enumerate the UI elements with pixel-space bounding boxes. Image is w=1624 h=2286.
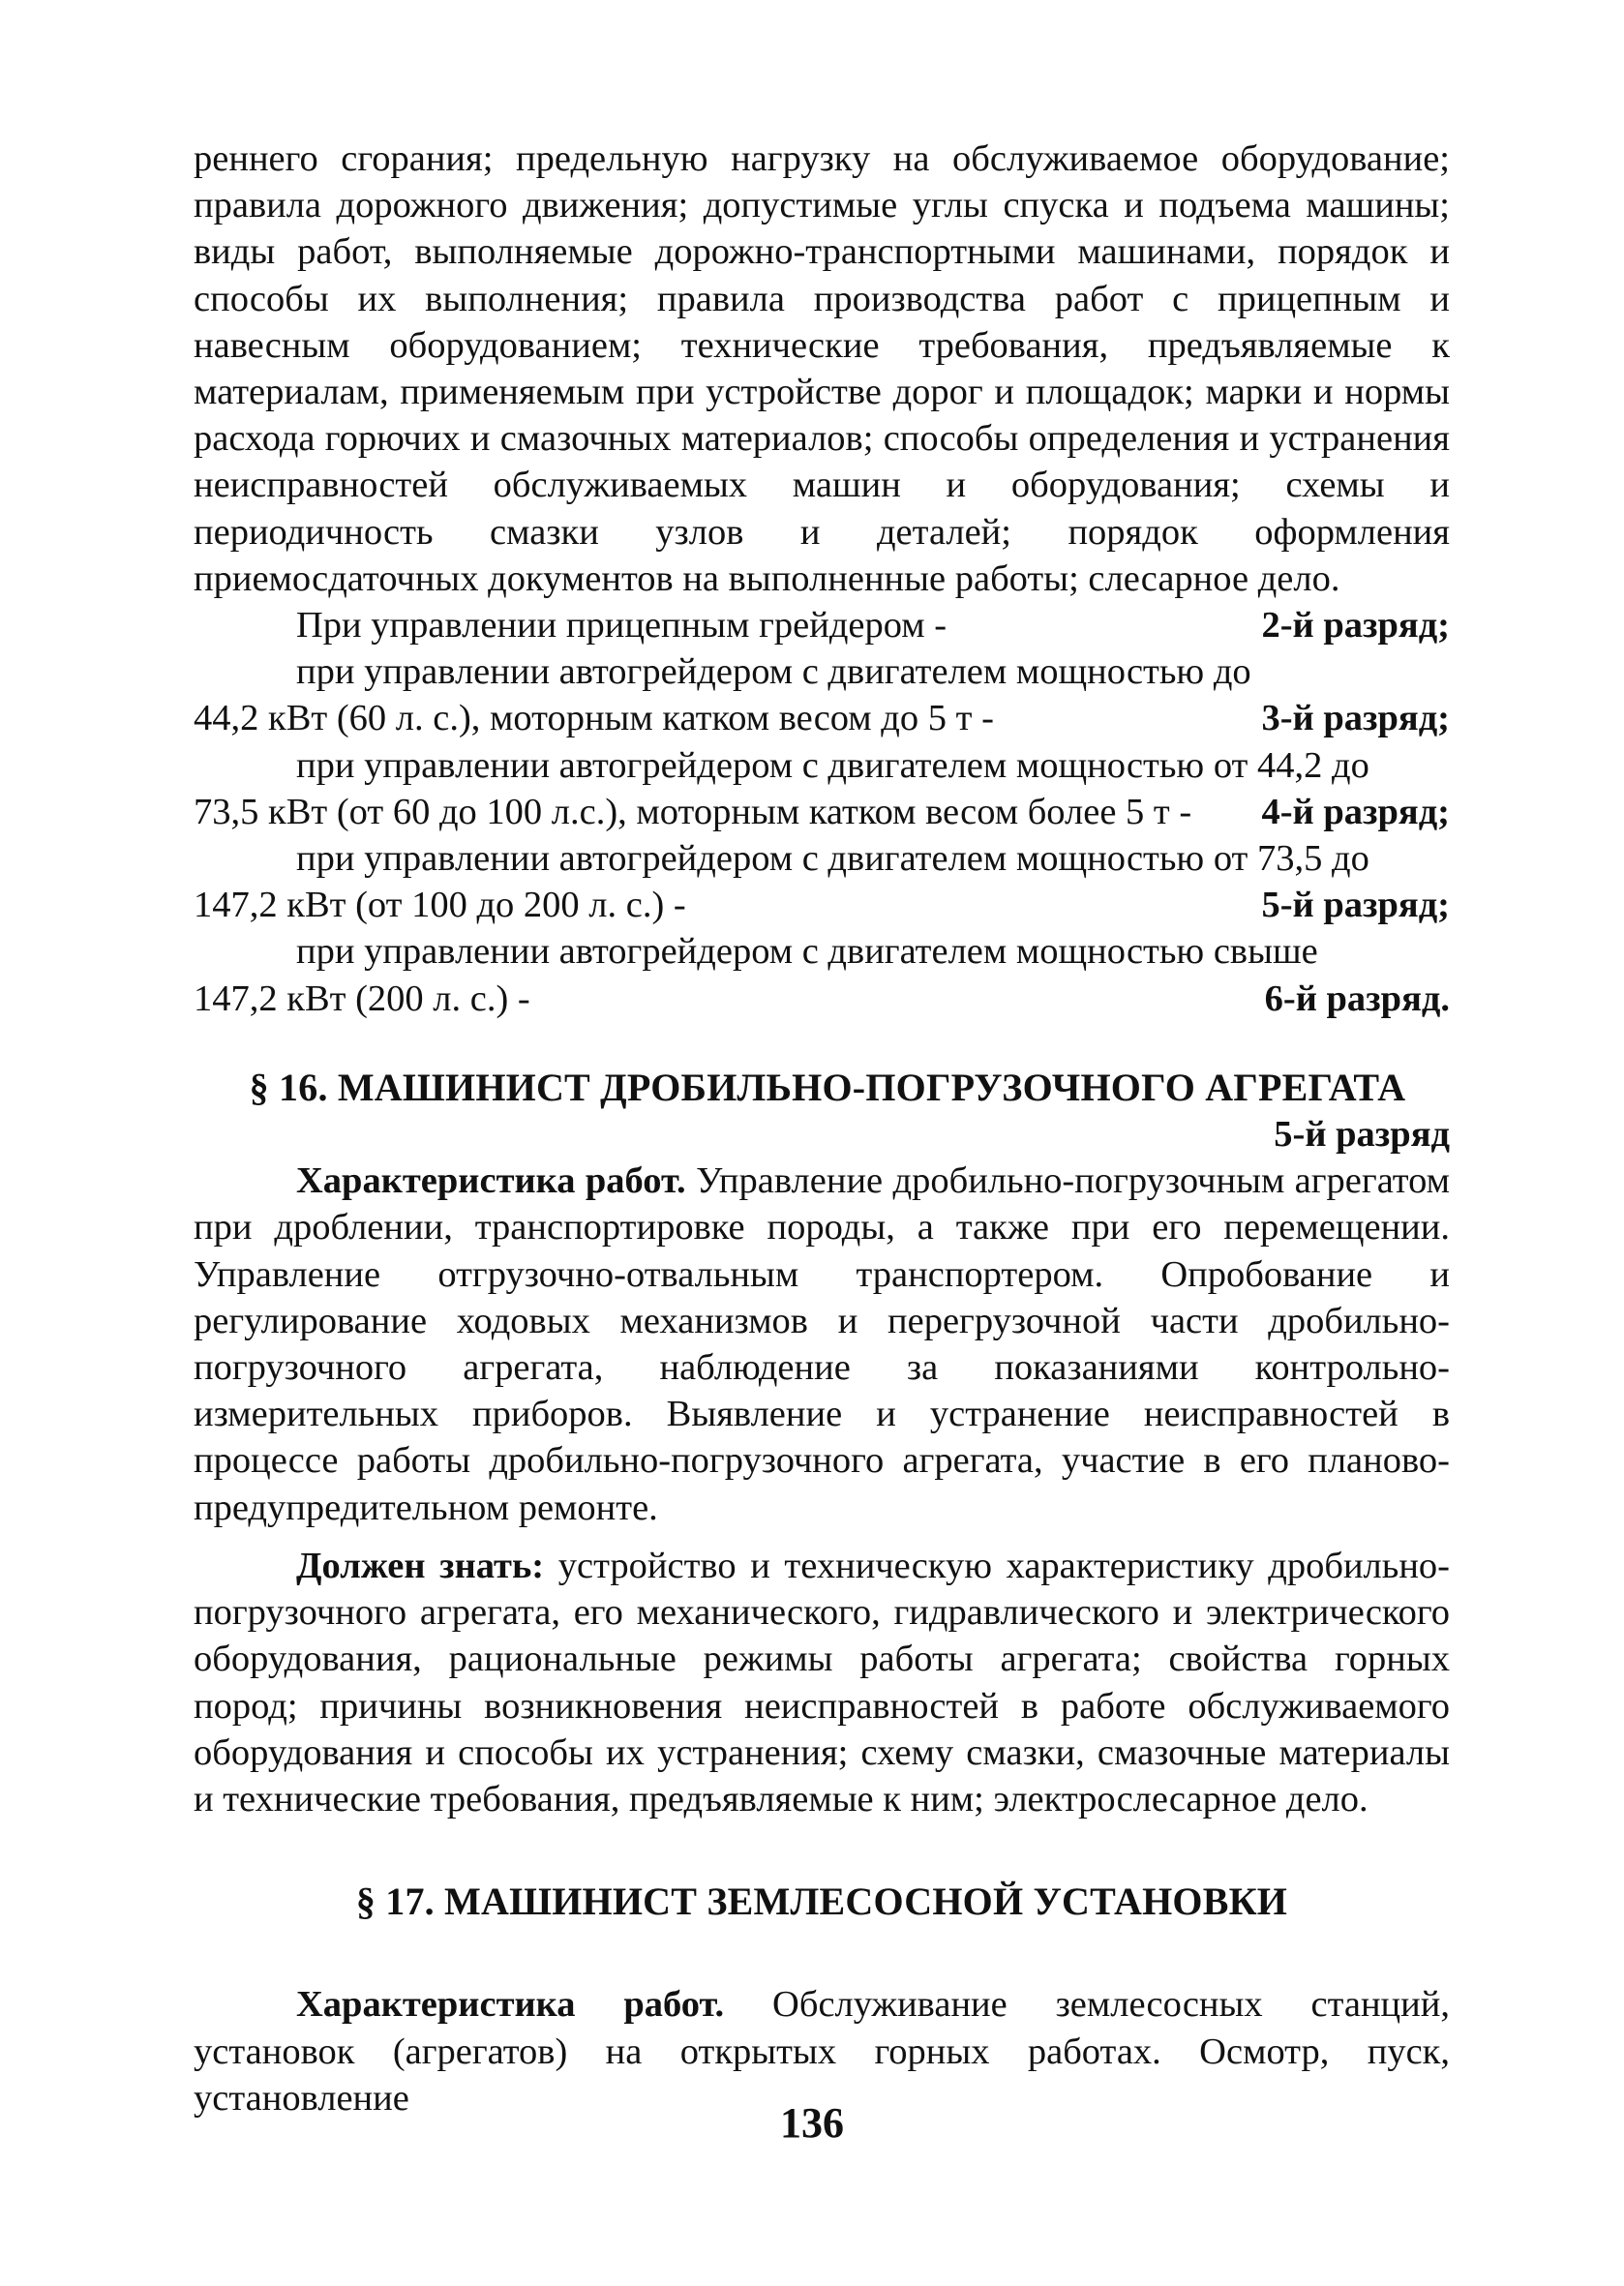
section-16-work-label: Характеристика работ. [296,1160,686,1202]
section-16-know-text: устройство и техническую характеристику дробильно-погрузочного агрегата, его механического, гидравлического и электрического оборудования, рациональные режимы работы агрегата; свойства горных пород; причины возникновения неисправностей в работе обслуживаемого оборудования и способы их устранения; схему смазки, смазочные материалы и технические требования, предъявляемые к ним; электрослесарное дело. [194,1545,1450,1820]
section-17-work-label: Характеристика работ. [296,1984,725,2026]
rank-value: 5-й разряд; [1261,885,1450,926]
rank-condition: 44,2 кВт (60 л. с.), моторным катком весом до 5 т - [194,698,994,739]
document-page [194,135,1450,2121]
rank-condition: При управлении прицепным грейдером - [296,605,947,647]
rank-lead-4: при управлении автогрейдером с двигателем мощностью от 73,5 до [296,838,1369,880]
rank-lead-5: при управлении автогрейдером с двигателем мощностью свыше [296,931,1318,973]
rank-condition: 73,5 кВт (от 60 до 100 л.с.), моторным катком весом более 5 т - [194,791,1192,832]
rank-lead-2: при управлении автогрейдером с двигателем мощностью до [296,651,1251,693]
section-16-grade: 5-й разряд [1274,1114,1450,1156]
section-16-know-label: Должен знать: [296,1545,545,1586]
rank-row-4 [194,882,1450,928]
rank-lead-3: при управлении автогрейдером с двигателем мощностью от 44,2 до [296,744,1369,786]
rank-value: 6-й разряд. [1264,978,1450,1019]
rank-condition: 147,2 кВт (200 л. с.) - [194,978,530,1019]
rank-value: 3-й разряд; [1261,698,1450,739]
rank-row-3 [194,789,1450,835]
section-16-work-paragraph [194,1158,1450,1531]
section-17-title: § 17. МАШИНИСТ ЗЕМЛЕСОСНОЙ УСТАНОВКИ [355,1880,1288,1924]
section-17-work-text: Обслуживание землесосных станций, установок (агрегатов) на открытых горных работах. Осмотр, пуск, установление [194,1984,1450,2119]
rank-value: 2-й разряд; [1261,605,1450,647]
section-16-title: § 16. МАШИНИСТ ДРОБИЛЬНО-ПОГРУЗОЧНОГО АГРЕГАТА [249,1065,1406,1109]
rank-condition: 147,2 кВт (от 100 до 200 л. с.) - [194,885,686,926]
rank-row-2 [194,695,1450,741]
section-16-work-text: Управление дробильно-погрузочным агрегатом при дроблении, транспортировке породы, а также при его перемещении. Управление отгрузочно-отвальным транспортером. Опробование и регулирование ходовых механизмов и перегрузочной части дробильно-погрузочного агрегата, наблюдение за показаниями контрольно-измерительных приборов. Выявление и устранение неисправностей в процессе работы дробильно-погрузочного агрегата, участие в его планово-предупредительном ремонте. [194,1160,1450,1528]
rank-row-5 [194,976,1450,1022]
rank-row-1 [194,602,1450,648]
rank-value: 4-й разряд; [1261,791,1450,832]
intro-paragraph: реннего сгорания; предельную нагрузку на обслуживаемое оборудование; правила дорожного движения; допустимые углы спуска и подъема машины; виды работ, выполняемые дорожно-транспортными машинами, порядок и способы их выполнения; правила производства работ с прицепным и навесным оборудованием; технические требования, предъявляемые к материалам, применяемым при устройстве дорог и площадок; марки и нормы расхода горючих и смазочных материалов; способы определения и устранения неисправностей обслуживаемых машин и оборудования; схемы и периодичность смазки узлов и деталей; порядок оформления приемосдаточных документов на выполненные работы; слесарное дело. [194,138,1450,599]
page-number: 136 [780,2099,844,2147]
section-16-know-paragraph [194,1543,1450,1822]
